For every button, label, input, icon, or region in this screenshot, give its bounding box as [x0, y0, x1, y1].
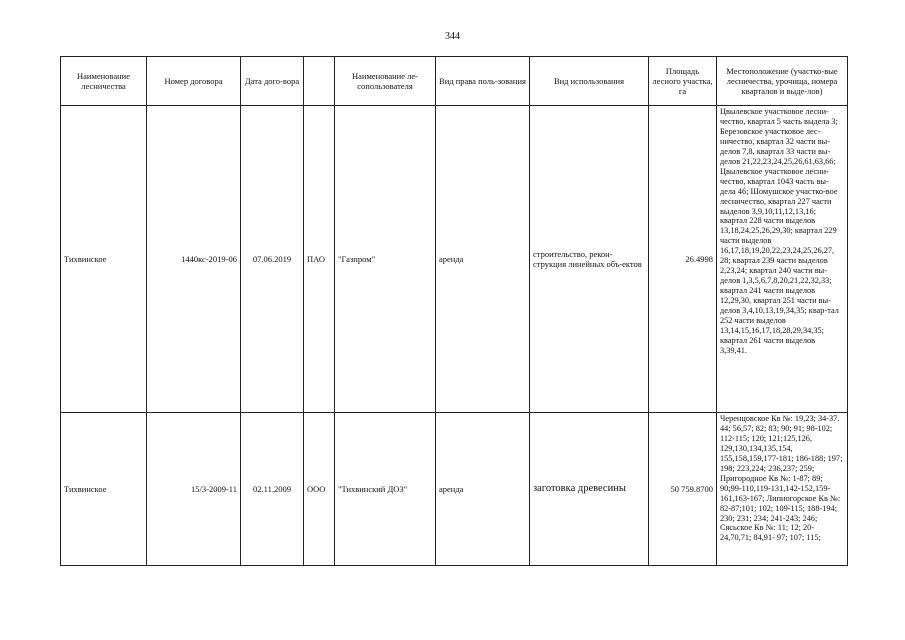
cell-area: 26.4998 [649, 106, 717, 413]
cell-location: Цвылевское участковое лесни-чество, квартал 5 часть выдела 3; Березовское участковое лес-ничество, квартал 32 части вы-делов 7,8, квартал 33 части вы-делов 21,22,23,24,25,26,61,63,66; Цвылевское участковое лесни-чество, квартал 1043 часть вы-дела 46; Шомушское участко-вое лесничество, квартал 227 части выделов 3,9,10,11,12,13,16; квартал 228 части выделов 13,18,24,25,26,29,30; квартал 229 части выделов 16,17,18,19,20,22,23,24,25,26,27, 28; квартал 239 части выделов 2,23,24; квартал 240 части вы-делов 1,3,5,6,7,8,20,21,22,32,33; квартал 241 части выделов 12,29,30, квартал 251 части вы-делов 3,4,10,13,19,34,35; квар-тал 252 части выделов 13,14,15,16,17,18,28,29,34,35; квартал 261 части выделов 3,39,41. [717, 106, 848, 413]
cell-contract-number: 15/3-2009-11 [147, 413, 241, 566]
cell-usage-type: строительство, рекон-струкция линейных объ-ектов [530, 106, 649, 413]
cell-right-type: аренда [436, 413, 530, 566]
cell-usage-type: заготовка древесины [530, 413, 649, 566]
forest-lease-table [60, 56, 848, 566]
cell-right-type: аренда [436, 106, 530, 413]
cell-forest-user: "Тихвинский ДОЗ" [335, 413, 436, 566]
header-usage-type: Вид использования [530, 57, 649, 106]
cell-forestry: Тихвинское [61, 413, 147, 566]
page-number: 344 [445, 31, 460, 42]
header-forest-user: Наименование ле-сопользователя [335, 57, 436, 106]
cell-contract-date: 02.11.2009 [241, 413, 304, 566]
table-row [61, 106, 848, 413]
header-right-type: Вид права поль-зования [436, 57, 530, 106]
header-area: Площадь лесного участка, га [649, 57, 717, 106]
header-row [61, 57, 848, 106]
header-location: Местоположение (участко-вые лесничества, урочища, номера кварталов и выде-лов) [717, 57, 848, 106]
table-row [61, 413, 848, 566]
header-contract-date: Дата дого-вора [241, 57, 304, 106]
header-forestry: Наименование лесничества [61, 57, 147, 106]
header-contract-number: Номер договора [147, 57, 241, 106]
cell-contract-number: 1440кс-2019-06 [147, 106, 241, 413]
header-legal-form [304, 57, 335, 106]
cell-contract-date: 07.06.2019 [241, 106, 304, 413]
cell-area: 50 759.8700 [649, 413, 717, 566]
cell-forestry: Тихвинское [61, 106, 147, 413]
cell-forest-user: "Газпром" [335, 106, 436, 413]
cell-legal-form: ПАО [304, 106, 335, 413]
cell-location: Черенцовское Кв №: 19,23; 34-37. 44; 56,57; 82; 83; 90; 91; 98-102; 112-115; 120; 121;125,126, 129,130,134,135,154, 155,158,159,177-181; 186-188; 197; 198; 223,224; 236,237; 259; Пригородное Кв №: 1-87; 89; 90;99-110,119-131,142-152,159-161,163-167; Липногорское Кв №: 82-87;101; 102; 109-115; 188-194; 230; 231; 234; 241-243; 246; Сясьское Кв №: 11; 12; 20-24,70,71; 84,91- 97; 107; 115; [717, 413, 848, 566]
cell-legal-form: ООО [304, 413, 335, 566]
